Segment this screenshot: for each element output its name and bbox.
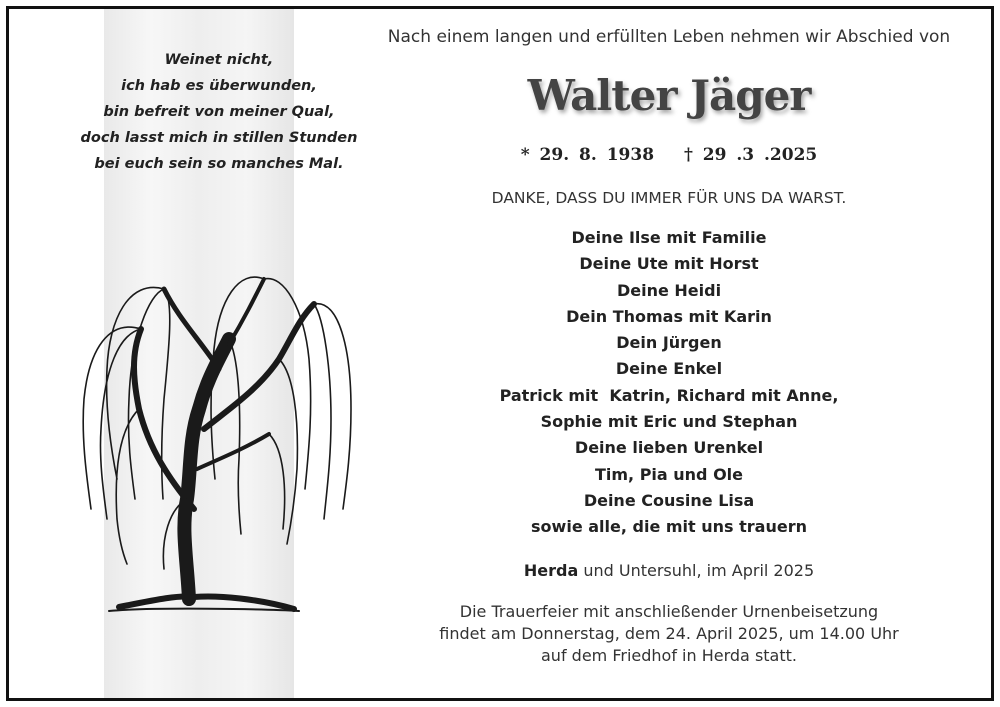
obituary-card [6, 6, 994, 701]
poem-line: ich hab es überwunden, [121, 78, 317, 94]
poem-line: bei euch sein so manches Mal. [94, 156, 344, 172]
mourner-line: Patrick mit Katrin, Richard mit Anne, [499, 385, 839, 405]
service-line: findet am Donnerstag, dem 24. April 2025, um 14.00 Uhr [439, 624, 899, 643]
place-rest: und Untersuhl, im April 2025 [578, 561, 815, 580]
service-info [349, 601, 989, 667]
death-date: † 29 .3 .2025 [683, 145, 818, 165]
deceased-name: Walter Jäger [527, 71, 811, 120]
mourner-line: Dein Thomas mit Karin [566, 306, 772, 326]
mourner-line: Deine lieben Urenkel [574, 438, 764, 458]
intro-text: Nach einem langen und erfüllten Leben nehmen wir Abschied von [387, 27, 951, 47]
weeping-willow-icon [69, 259, 359, 629]
place-date [349, 561, 989, 580]
service-line: Die Trauerfeier mit anschließender Urnenbeisetzung [459, 602, 879, 621]
poem-line: Weinet nicht, [164, 52, 274, 68]
service-line: auf dem Friedhof in Herda statt. [541, 646, 797, 665]
mourner-line: Tim, Pia und Ole [594, 464, 744, 484]
mourner-line: Deine Ilse mit Familie [571, 228, 767, 247]
mourner-line: Deine Cousine Lisa [583, 490, 755, 510]
poem-line: doch lasst mich in stillen Stunden [80, 130, 358, 146]
mourner-line: Deine Ute mit Horst [579, 254, 759, 274]
mourners-list [349, 225, 989, 541]
mourner-line: Dein Jürgen [616, 333, 722, 353]
mourner-line: Deine Heidi [616, 280, 722, 300]
mourner-line: sowie alle, die mit uns trauern [531, 517, 807, 537]
mourner-line: Deine Enkel [615, 359, 723, 379]
mourner-line: Sophie mit Eric und Stephan [540, 412, 798, 432]
poem [49, 47, 389, 177]
thanks-line: DANKE, DASS DU IMMER FÜR UNS DA WARST. [491, 189, 847, 207]
place-name: Herda [523, 561, 579, 580]
poem-line: bin befreit von meiner Qual, [103, 104, 335, 120]
birth-date: * 29. 8. 1938 [520, 145, 655, 165]
life-dates [349, 145, 989, 165]
